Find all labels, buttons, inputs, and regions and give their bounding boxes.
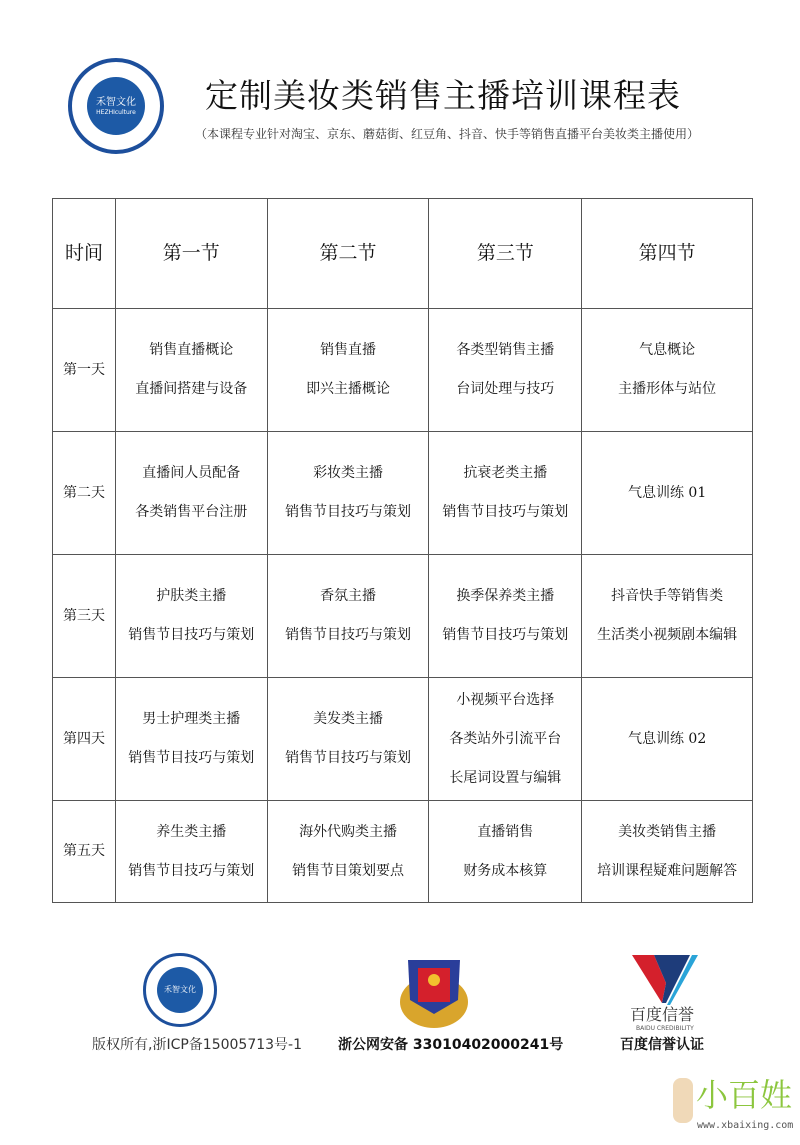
course-cell: [582, 432, 753, 555]
course-line: 财务成本核算: [463, 862, 548, 879]
course-line: 美妆类销售主播: [618, 823, 717, 840]
course-line: 各类站外引流平台: [449, 730, 562, 747]
course-line: 销售直播概论: [149, 342, 234, 358]
course-line: 护肤类主播: [156, 588, 227, 604]
course-line: 各类型销售主播: [456, 342, 555, 358]
course-line: 培训课程疑难问题解答: [597, 862, 738, 879]
course-line: 直播间搭建与设备: [135, 381, 248, 397]
course-line: 换季保养类主播: [456, 588, 555, 604]
watermark-logo: 小百姓: [696, 1076, 793, 1114]
course-cell: [429, 432, 582, 555]
course-line: 直播间人员配备: [142, 465, 241, 481]
course-line: 彩妆类主播: [313, 465, 384, 481]
course-cell: [582, 801, 753, 903]
icp-record[interactable]: 版权所有,浙ICP备15005713号-1: [92, 1037, 303, 1053]
course-cell: [429, 801, 582, 903]
table-row: [53, 555, 753, 678]
course-line: 销售节目技巧与策划: [128, 862, 255, 879]
course-line: 销售节目策划要点: [292, 862, 405, 879]
course-cell: [582, 678, 753, 801]
course-cell: [115, 432, 267, 555]
course-cell: [267, 309, 429, 432]
day-cell: 第三天: [53, 555, 116, 678]
course-line: 气息训练 01: [627, 484, 707, 501]
course-cell: [582, 555, 753, 678]
course-line: 销售节目技巧与策划: [285, 504, 412, 520]
course-line: 销售节目技巧与策划: [285, 750, 412, 766]
course-cell: [115, 801, 267, 903]
course-line: 气息训练 02: [627, 730, 707, 747]
course-cell: [429, 555, 582, 678]
table-row: [53, 678, 753, 801]
course-line: 直播销售: [477, 823, 534, 840]
police-record[interactable]: 浙公网安备 33010402000241号: [338, 1037, 564, 1053]
baidu-cert[interactable]: 百度信誉认证: [620, 1037, 704, 1053]
footer-company-logo: [143, 953, 217, 1027]
baidu-logo-text: 百度信誉: [630, 1005, 695, 1024]
header-cell: 第一节: [115, 199, 267, 309]
day-cell: 第五天: [53, 801, 116, 903]
table-row: [53, 309, 753, 432]
page-subtitle: （本课程专业针对淘宝、京东、蘑菇街、红豆角、抖音、快手等销售直播平台美妆类主播使用）: [195, 127, 700, 141]
course-line: 主播形体与站位: [618, 381, 717, 397]
table-row: [53, 432, 753, 555]
course-line: 小视频平台选择: [456, 691, 555, 708]
course-cell: [115, 555, 267, 678]
course-cell: [115, 309, 267, 432]
course-cell: [267, 555, 429, 678]
page-title: 定制美妆类销售主播培训课程表: [205, 76, 681, 115]
day-cell: 第四天: [53, 678, 116, 801]
header-cell: 时间: [53, 199, 116, 309]
course-line: 气息概论: [639, 342, 696, 358]
baidu-credibility-logo: [632, 955, 700, 1005]
course-line: 销售节目技巧与策划: [442, 627, 569, 643]
course-cell: [582, 309, 753, 432]
header-row: [53, 199, 753, 309]
header-cell: 第三节: [429, 199, 582, 309]
course-cell: [267, 801, 429, 903]
course-line: 生活类小视频剧本编辑: [597, 627, 738, 643]
baidu-en-text: BAIDU CREDIBILITY: [636, 1025, 694, 1032]
watermark-url: www.xbaixing.com: [697, 1120, 794, 1131]
course-line: 即兴主播概论: [306, 381, 391, 397]
course-line: 美发类主播: [313, 711, 384, 727]
course-line: 销售节目技巧与策划: [285, 627, 412, 643]
course-line: 抗衰老类主播: [463, 465, 548, 481]
day-cell: 第一天: [53, 309, 116, 432]
header-cell: 第四节: [582, 199, 753, 309]
header-cell: 第二节: [267, 199, 429, 309]
course-cell: [429, 678, 582, 801]
course-cell: [267, 432, 429, 555]
course-cell: [429, 309, 582, 432]
course-line: 养生类主播: [156, 823, 227, 840]
company-logo: [68, 58, 164, 154]
course-line: 香氛主播: [320, 588, 377, 604]
day-cell: 第二天: [53, 432, 116, 555]
logo-text: 禾智文化: [164, 985, 196, 994]
course-line: 台词处理与技巧: [456, 381, 555, 397]
logo-sub: HEZHIculture: [96, 108, 136, 116]
course-cell: [115, 678, 267, 801]
table-row: [53, 801, 753, 903]
course-line: 抖音快手等销售类: [611, 588, 724, 604]
course-line: 长尾词设置与编辑: [449, 769, 562, 786]
logo-text: 禾智文化: [96, 96, 136, 108]
course-line: 海外代购类主播: [299, 823, 398, 840]
watermark-mascot-icon: [673, 1078, 693, 1123]
course-schedule-table: [52, 198, 753, 903]
police-emblem-icon: [398, 952, 470, 1030]
course-line: 销售节目技巧与策划: [128, 627, 255, 643]
course-cell: [267, 678, 429, 801]
course-line: 男士护理类主播: [142, 711, 241, 727]
course-line: 销售节目技巧与策划: [442, 504, 569, 520]
course-line: 销售直播: [320, 342, 377, 358]
course-line: 销售节目技巧与策划: [128, 750, 255, 766]
course-line: 各类销售平台注册: [135, 504, 248, 520]
